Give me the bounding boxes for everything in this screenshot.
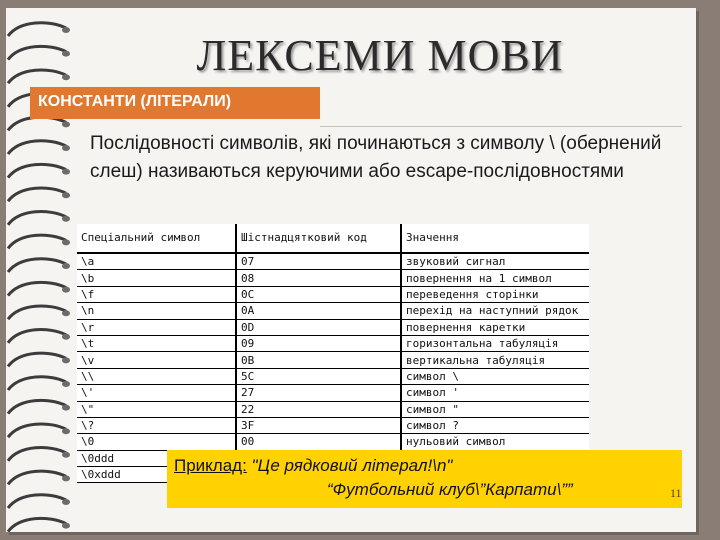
- bullet-text: Послідовності символів, які починаються з символу \ (обернений слеш) називаються керуючими або escape-послідовностями: [90, 133, 662, 182]
- table-cell: \b: [77, 270, 236, 286]
- table-cell: \\: [77, 368, 236, 384]
- table-row: [77, 335, 589, 351]
- spiral-hole: [62, 192, 70, 198]
- spiral-ring: [8, 448, 66, 461]
- table-cell: повернення на 1 символ: [401, 270, 589, 286]
- spiral-ring: [8, 471, 66, 484]
- table-cell: \f: [77, 286, 236, 302]
- table-cell: 09: [236, 335, 401, 351]
- table-row: [77, 319, 589, 335]
- example-line-2: “Футбольний клуб\”Карпати\””: [327, 480, 573, 499]
- table-row: [77, 303, 589, 319]
- example-line-1: [174, 456, 452, 476]
- table-row: [77, 401, 589, 417]
- spiral-hole: [62, 452, 70, 458]
- spiral-ring: [8, 424, 66, 437]
- example-line-1-text: "Це рядковий літерал!\n": [246, 456, 453, 475]
- table-cell: повернення каретки: [401, 319, 589, 335]
- spiral-ring: [8, 259, 66, 272]
- spiral-hole: [62, 499, 70, 505]
- table-row: [77, 368, 589, 384]
- table-cell: символ ': [401, 385, 589, 401]
- table-cell: \0: [77, 434, 236, 450]
- table-cell: 0B: [236, 352, 401, 368]
- table-cell: \0xddd: [77, 467, 236, 483]
- section-badge: [30, 87, 320, 119]
- table-row: [77, 434, 589, 450]
- table-cell: \t: [77, 335, 236, 351]
- spiral-hole: [62, 121, 70, 127]
- spiral-hole: [62, 239, 70, 245]
- header-divider: [320, 126, 682, 127]
- table-cell: нульовий символ: [401, 434, 589, 450]
- spiral-hole: [62, 27, 70, 33]
- spiral-hole: [62, 263, 70, 269]
- table-cell: 08: [236, 270, 401, 286]
- spiral-hole: [62, 310, 70, 316]
- table-cell: звуковий сигнал: [401, 253, 589, 270]
- table-row: [77, 253, 589, 270]
- spiral-hole: [62, 216, 70, 222]
- spiral-ring: [8, 164, 66, 177]
- table-cell: 22: [236, 401, 401, 417]
- spiral-hole: [62, 74, 70, 80]
- table-cell: символ ": [401, 401, 589, 417]
- spiral-hole: [62, 145, 70, 151]
- table-header-cell: Значення: [401, 224, 589, 253]
- escape-sequence-table: [77, 224, 589, 483]
- spiral-ring: [8, 141, 66, 154]
- spiral-ring: [8, 353, 66, 366]
- spiral-ring: [8, 23, 66, 36]
- table-cell: \?: [77, 417, 236, 433]
- section-badge-label: КОНСТАНТИ (ЛІТЕРАЛИ): [38, 93, 232, 110]
- table-cell: \a: [77, 253, 236, 270]
- table-row: [77, 417, 589, 433]
- spiral-ring: [8, 117, 66, 130]
- spiral-hole: [62, 169, 70, 175]
- spiral-ring: [8, 212, 66, 225]
- table-row: [77, 270, 589, 286]
- table-cell: символ \: [401, 368, 589, 384]
- table-cell: \r: [77, 319, 236, 335]
- table-cell: перехід на наступний рядок: [401, 303, 589, 319]
- spiral-hole: [62, 334, 70, 340]
- table-cell: 27: [236, 385, 401, 401]
- table-header-cell: Спеціальний символ: [77, 224, 236, 253]
- table-cell: \": [77, 401, 236, 417]
- table-cell: \n: [77, 303, 236, 319]
- spiral-ring: [8, 70, 66, 83]
- table-row: [77, 352, 589, 368]
- table-cell: 3F: [236, 417, 401, 433]
- table-cell: 0D: [236, 319, 401, 335]
- slide-title: ЛЕКСЕМИ МОВИ: [196, 31, 564, 80]
- table-cell: \0ddd: [77, 450, 236, 466]
- spiral-ring: [8, 235, 66, 248]
- spiral-ring: [8, 377, 66, 390]
- example-box: [167, 450, 682, 508]
- table-cell: 07: [236, 253, 401, 270]
- spiral-ring: [8, 495, 66, 508]
- spiral-hole: [62, 357, 70, 363]
- spiral-ring: [8, 518, 66, 531]
- table-cell: 0A: [236, 303, 401, 319]
- table-cell: символ ?: [401, 417, 589, 433]
- spiral-hole: [62, 428, 70, 434]
- spiral-ring: [8, 306, 66, 319]
- page-number: 11: [670, 486, 682, 500]
- table-cell: 5C: [236, 368, 401, 384]
- spiral-hole: [62, 523, 70, 529]
- table-header-cell: Шістнадцятковий код: [236, 224, 401, 253]
- spiral-hole: [62, 287, 70, 293]
- table-cell: 0C: [236, 286, 401, 302]
- spiral-ring: [8, 400, 66, 413]
- spiral-ring: [8, 46, 66, 59]
- spiral-hole: [62, 475, 70, 481]
- spiral-hole: [62, 51, 70, 57]
- table-cell: \': [77, 385, 236, 401]
- table-cell: \v: [77, 352, 236, 368]
- table-cell: горизонтальна табуляція: [401, 335, 589, 351]
- spiral-ring: [8, 188, 66, 201]
- spiral-hole: [62, 381, 70, 387]
- table-cell: вертикальна табуляція: [401, 352, 589, 368]
- table-row: [77, 385, 589, 401]
- spiral-ring: [8, 282, 66, 295]
- table-cell: 00: [236, 434, 401, 450]
- example-label: Приклад:: [174, 456, 247, 475]
- spiral-hole: [62, 405, 70, 411]
- table-cell: переведення сторінки: [401, 286, 589, 302]
- table-header-row: [77, 224, 589, 253]
- spiral-ring: [8, 330, 66, 343]
- table-row: [77, 286, 589, 302]
